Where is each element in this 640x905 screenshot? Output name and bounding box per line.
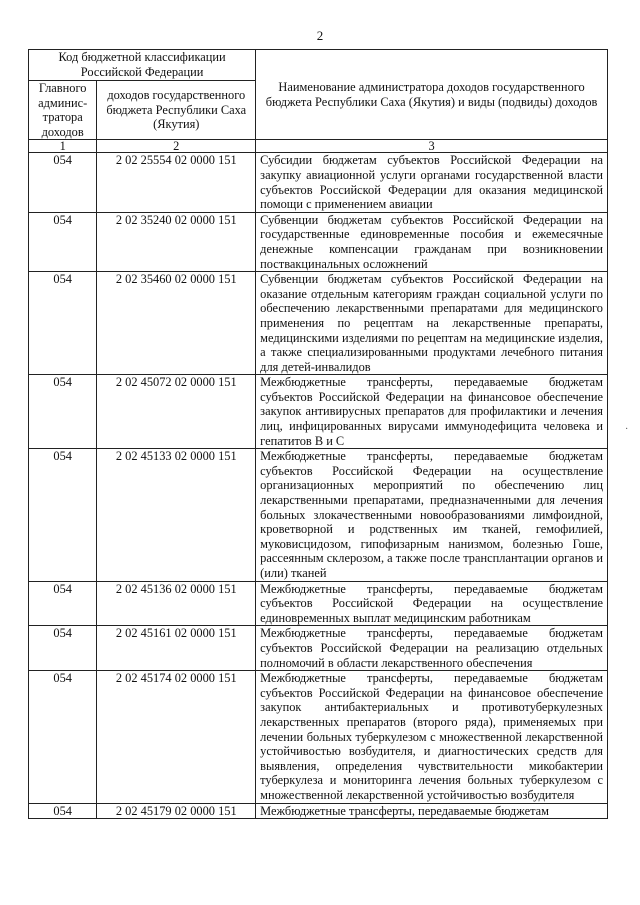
income-name: Межбюджетные трансферты, передаваемые бюджетам	[256, 803, 608, 819]
header-admin-name: Наименование администратора доходов государственного бюджета Республики Саха (Якутия) и виды (подвиды) доходов	[256, 50, 608, 140]
admin-code: 054	[29, 581, 97, 626]
income-code: 2 02 25554 02 0000 151	[97, 153, 256, 212]
column-number-row	[29, 140, 608, 153]
income-code: 2 02 45072 02 0000 151	[97, 375, 256, 449]
income-code: 2 02 45136 02 0000 151	[97, 581, 256, 626]
budget-classification-table	[28, 49, 608, 819]
income-code: 2 02 35460 02 0000 151	[97, 272, 256, 375]
page-number: 2	[316, 28, 324, 43]
column-number: 2	[97, 140, 256, 153]
table-row	[29, 153, 608, 212]
income-name: Межбюджетные трансферты, передаваемые бюджетам субъектов Российской Федерации на реализацию отдельных полномочий в области лекарственного обеспечения	[256, 626, 608, 671]
income-code: 2 02 35240 02 0000 151	[97, 212, 256, 271]
table-row	[29, 375, 608, 449]
table-row	[29, 449, 608, 581]
admin-code: 054	[29, 375, 97, 449]
table-row	[29, 671, 608, 803]
table-row	[29, 581, 608, 626]
admin-code: 054	[29, 272, 97, 375]
header-classification-code: Код бюджетной классификации Российской Федерации	[29, 50, 256, 81]
column-number: 1	[29, 140, 97, 153]
income-name: Субсидии бюджетам субъектов Российской Федерации на закупку авиационной услуги органами государственной власти субъектов Российской Федерации для оказания медицинской помощи с применением авиации	[256, 153, 608, 212]
income-name: Субвенции бюджетам субъектов Российской Федерации на оказание отдельным категориям граждан социальной услуги по обеспечению лекарственными препаратами для медицинского применения по рецептам на лекарственные препараты, медицинскими изделиями по рецептам на медицинские изделия, а также специализированными продуктами лечебного питания для детей-инвалидов	[256, 272, 608, 375]
table-row	[29, 272, 608, 375]
header-chief-admin: Главного админис-тратора доходов	[29, 81, 97, 140]
admin-code: 054	[29, 153, 97, 212]
admin-code: 054	[29, 626, 97, 671]
admin-code: 054	[29, 803, 97, 819]
income-code: 2 02 45161 02 0000 151	[97, 626, 256, 671]
table-row	[29, 626, 608, 671]
admin-code: 054	[29, 671, 97, 803]
column-number: 3	[256, 140, 608, 153]
table-header-row	[29, 50, 608, 81]
income-name: Межбюджетные трансферты, передаваемые бюджетам субъектов Российской Федерации на осуществление единовременных выплат медицинским работникам	[256, 581, 608, 626]
income-code: 2 02 45174 02 0000 151	[97, 671, 256, 803]
income-code: 2 02 45179 02 0000 151	[97, 803, 256, 819]
table-row	[29, 803, 608, 819]
income-code: 2 02 45133 02 0000 151	[97, 449, 256, 581]
margin-mark: ·	[625, 424, 629, 435]
income-name: Субвенции бюджетам субъектов Российской Федерации на государственные единовременные пособия и ежемесячные денежные компенсации гражданам при возникновении поствакцинальных осложнений	[256, 212, 608, 271]
table-row	[29, 212, 608, 271]
header-income-code: доходов государственного бюджета Республики Саха (Якутия)	[97, 81, 256, 140]
income-name: Межбюджетные трансферты, передаваемые бюджетам субъектов Российской Федерации на финансовое обеспечение закупок антивирусных препаратов для профилактики и лечения лиц, инфицированных вирусами иммунодефицита человека и гепатитов B и C	[256, 375, 608, 449]
admin-code: 054	[29, 212, 97, 271]
income-name: Межбюджетные трансферты, передаваемые бюджетам субъектов Российской Федерации на финансовое обеспечение закупок антибактериальных и противотуберкулезных лекарственных препаратов (второго ряда), применяемых при лечении больных туберкулезом с множественной лекарственной устойчивостью возбудителя, и диагностических средств для выявления, определения чувствительности микобактерии туберкулеза и мониторинга лечения больных туберкулезом с множественной лекарственной устойчивостью возбудителя	[256, 671, 608, 803]
admin-code: 054	[29, 449, 97, 581]
income-name: Межбюджетные трансферты, передаваемые бюджетам субъектов Российской Федерации на осуществление организационных мероприятий по обеспечению лиц лекарственными препаратами, предназначенными для лечения больных злокачественными новообразованиями лимфоидной, кроветворной и родственных им тканей, гемофилией, муковисцидозом, гипофизарным нанизмом, болезнью Гоше, рассеянным склерозом, а также после трансплантации органов и (или) тканей	[256, 449, 608, 581]
